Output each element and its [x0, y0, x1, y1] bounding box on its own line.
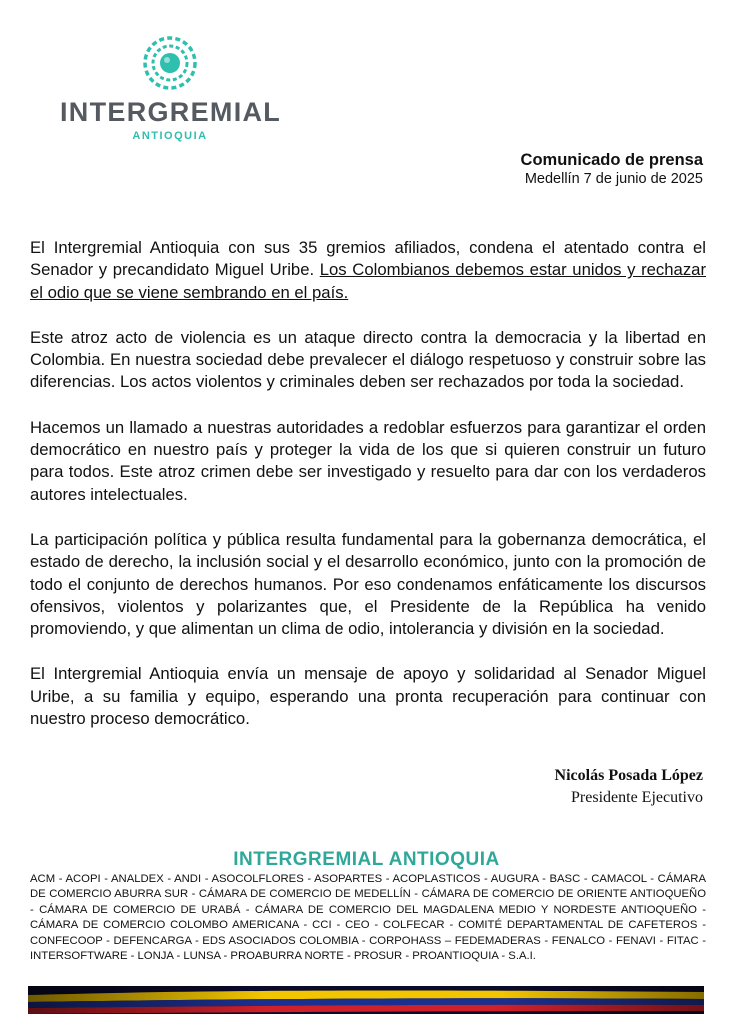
signatory-role: Presidente Ejecutivo: [571, 789, 703, 806]
signature-block: [555, 765, 703, 809]
document-title: Comunicado de prensa: [520, 151, 703, 169]
member-list: ACM - ACOPI - ANALDEX - ANDI - ASOCOLFLORES - ASOPARTES - ACOPLASTICOS - AUGURA - BASC - CAMACOL - CÁMARA DE COMERCIO ABURRA SUR - CÁMARA DE COMERCIO DE MEDELLÍN - CÁMARA DE COMERCIO DE ORIENTE ANTIOQUEÑO - CÁMARA DE COMERCIO DE URABÁ - CÁMARA DE COMERCIO DEL MAGDALENA MEDIO Y NORDESTE ANTIOQUEÑO - CÁMARA DE COMERCIO COLOMBO AMERICANA - CCI - CEO - COLFECAR - COMITÉ DEPARTAMENTAL DE CAFETEROS - CONFECOOP - DEFENCARGA - EDS ASOCIADOS COLOMBIA - CORPOHASS – FEDEMADERAS - FENALCO - FENAVI - FITAC - INTERSOFTWARE - LONJA - LUNSA - PROABURRA NORTE - PROSUR - PROANTIOQUIA - S.A.I.: [30, 873, 706, 963]
document-date: Medellín 7 de junio de 2025: [524, 171, 703, 187]
colombia-flag-bar: [28, 986, 704, 1014]
paragraph-2: Este atroz acto de violencia es un ataque directo contra la democracia y la libertad en Colombia. En nuestra sociedad debe prevalecer el diálogo respetuoso y construir sobre las diferencias. Los actos violentos y criminales deben ser rechazados por toda la sociedad.: [30, 327, 706, 392]
paragraph-3: Hacemos un llamado a nuestras autoridades a redoblar esfuerzos para garantizar el orden democrático en nuestro país y proteger la vida de los que si quieren construir un futuro para todos. Este atroz crimen debe ser investigado y resuelto para dar con los verdaderos autores intelectuales.: [30, 417, 706, 504]
logo-subtitle: ANTIOQUIA: [132, 130, 208, 142]
paragraph-5: El Intergremial Antioquia envía un mensaje de apoyo y solidaridad al Senador Miguel Uribe, a su familia y equipo, esperando una pronta recuperación para continuar con nuestro proceso democrático.: [30, 664, 706, 729]
paragraph-1-text: El Intergremial Antioquia con sus 35 gremios afiliados, condena el atentado contra el Senador y precandidato Miguel Uribe.: [30, 238, 706, 280]
paragraph-4: La participación política y pública resulta fundamental para la gobernanza democrática, el estado de derecho, la inclusión social y el desarrollo económico, junto con la promoción de todo el conjunto de derechos humanos. Por eso condenamos enfáticamente los discursos ofensivos, violentos y polarizantes que, el Presidente de la República ha venido promoviendo, y que alimentan un clima de odio, intolerancia y división en la sociedad.: [30, 529, 706, 639]
intergremial-logo: [60, 36, 280, 146]
signatory-name: Nicolás Posada López: [554, 767, 703, 784]
logo-name: INTERGREMIAL: [60, 97, 282, 127]
footer-title: INTERGREMIAL ANTIOQUIA: [233, 849, 500, 870]
logo-mark-icon: [143, 36, 197, 90]
press-header: [521, 150, 703, 189]
paragraph-1-underlined: Los Colombianos debemos estar unidos y rechazar el odio que se viene sembrando en el país.: [30, 260, 707, 302]
statement-body: [30, 237, 706, 753]
paragraph-1: [30, 237, 706, 304]
